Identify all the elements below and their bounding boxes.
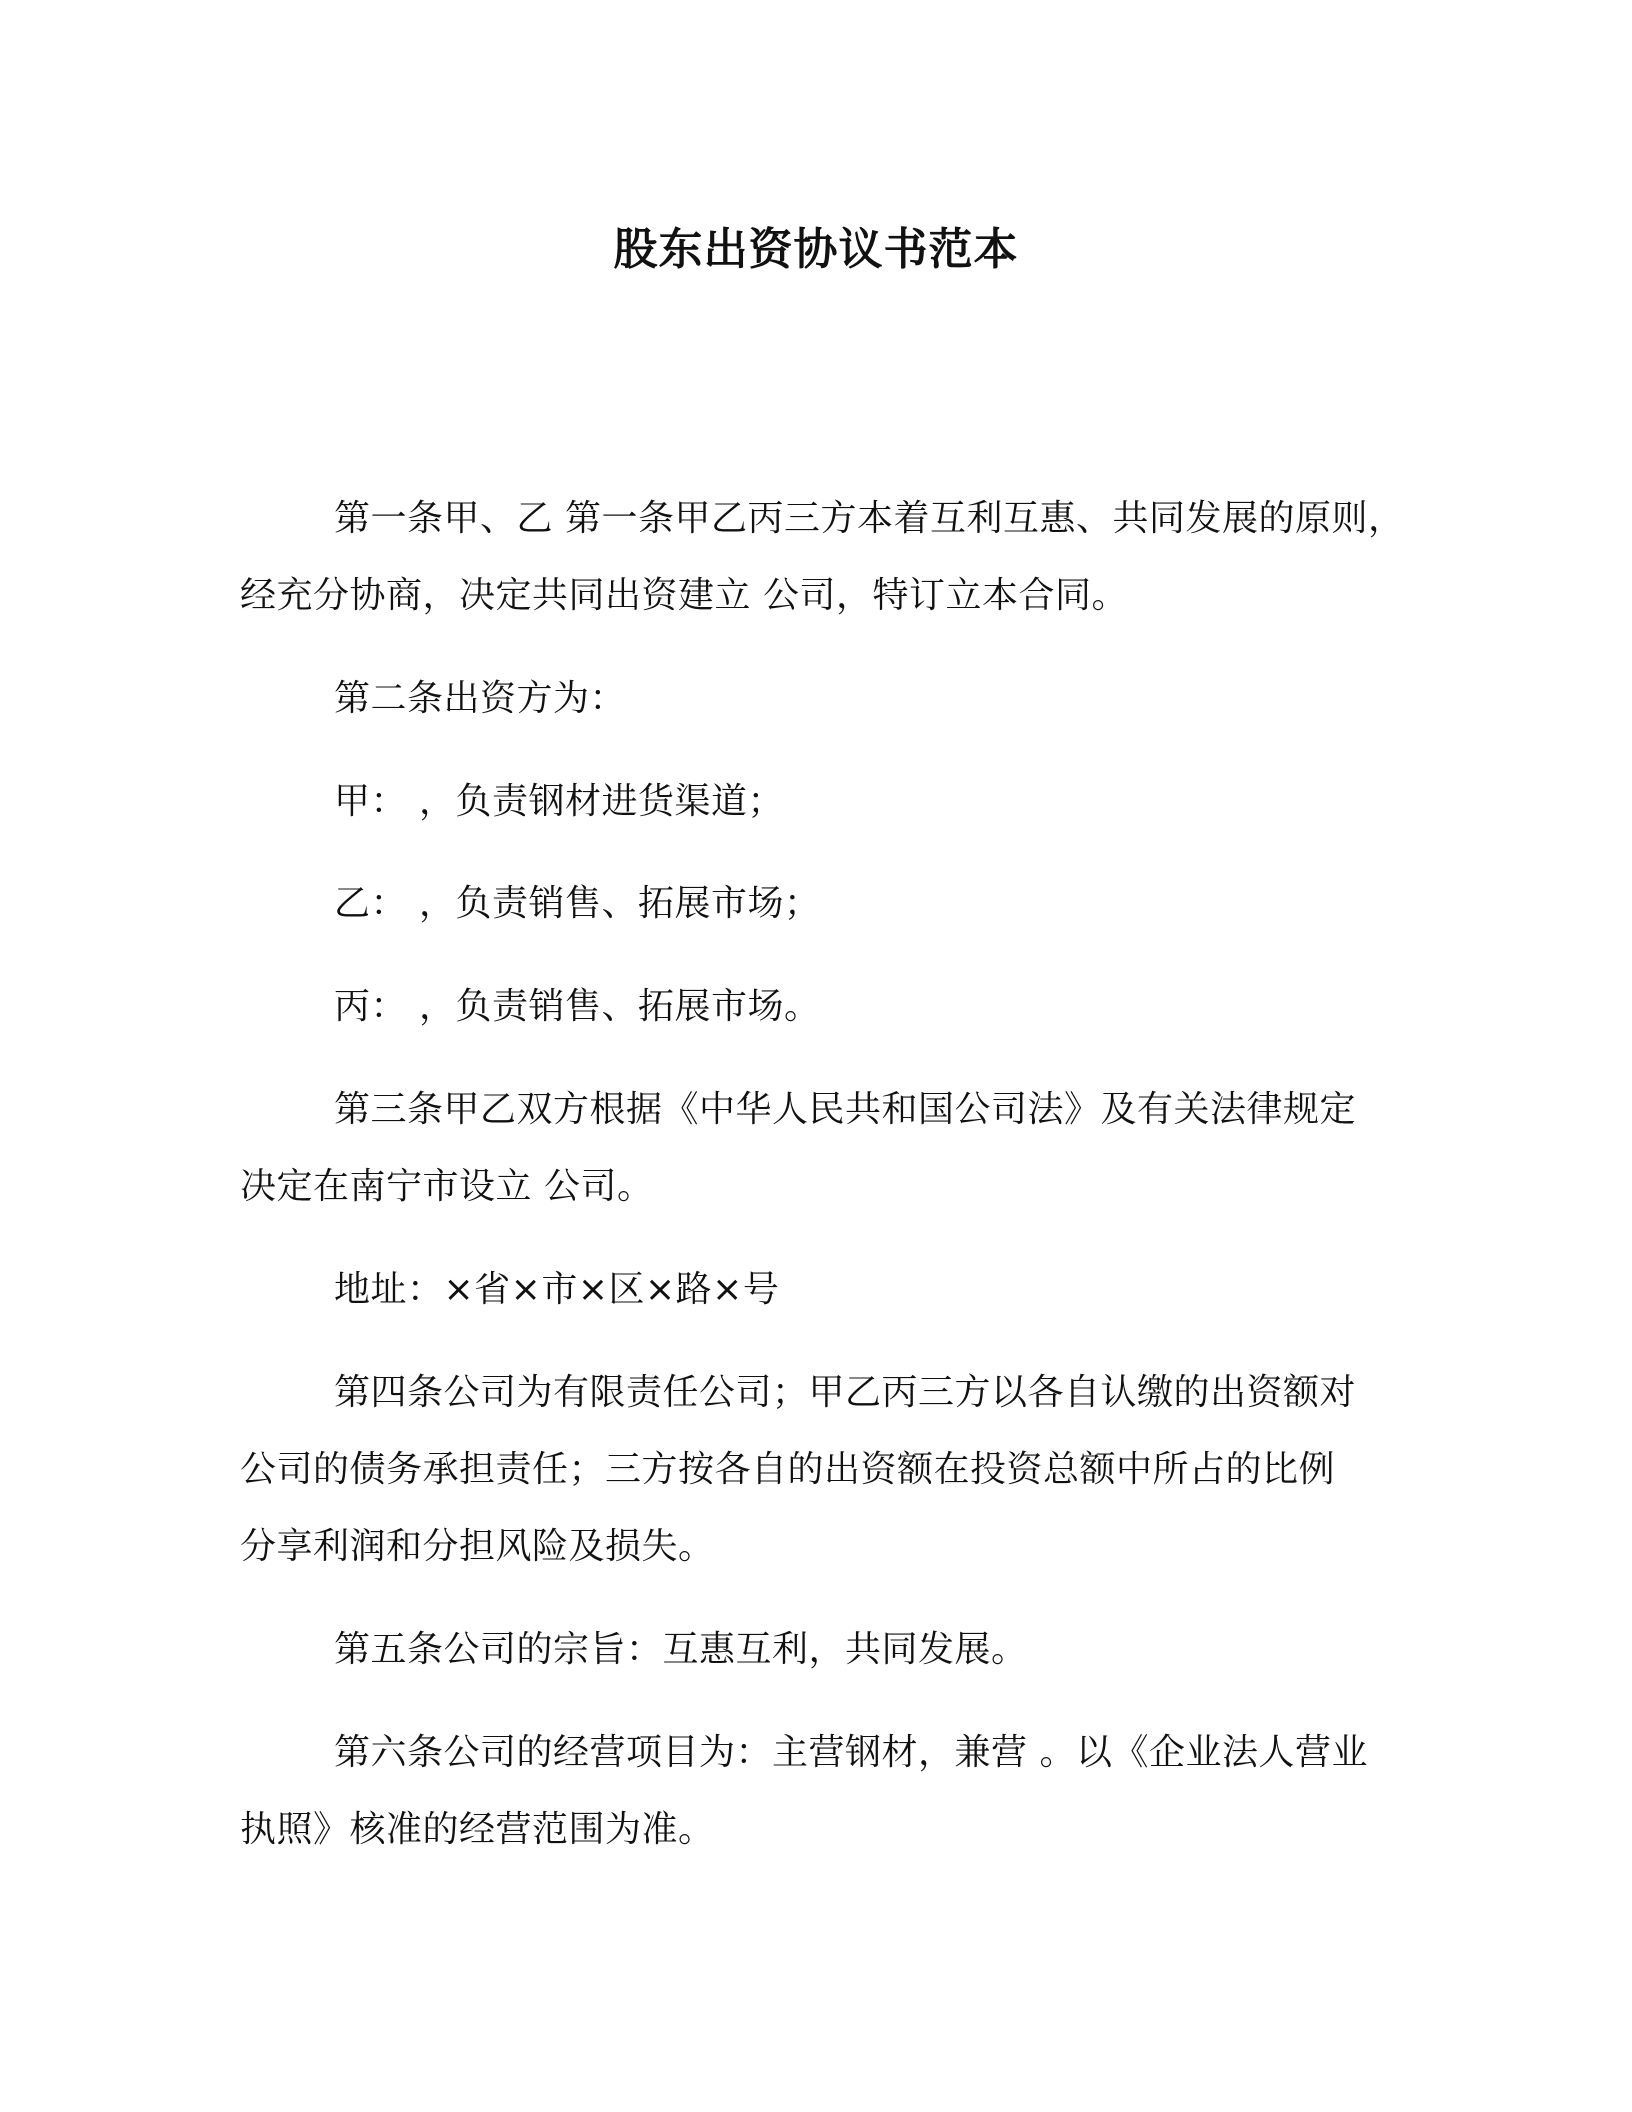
article-2-line-1: 第二条出资方为： bbox=[334, 678, 627, 719]
party-c-line: 丙： ，负责销售、拓展市场。 bbox=[334, 986, 821, 1027]
article-3-line-2: 决定在南宁市设立 公司。 bbox=[240, 1166, 654, 1207]
party-b-line: 乙： ，负责销售、拓展市场； bbox=[334, 883, 821, 924]
party-a-line: 甲： ，负责钢材进货渠道； bbox=[334, 781, 784, 822]
article-4-line-3: 分享利润和分担风险及损失。 bbox=[240, 1526, 715, 1567]
article-1-line-1: 第一条甲、乙 第一条甲乙丙三方本着互利互惠、共同发展的原则， bbox=[334, 498, 1405, 539]
article-6-line-1: 第六条公司的经营项目为：主营钢材，兼营 。以《企业法人营业 bbox=[334, 1732, 1368, 1773]
document-title: 股东出资协议书范本 bbox=[613, 224, 1019, 275]
article-3-line-1: 第三条甲乙双方根据《中华人民共和国公司法》及有关法律规定 bbox=[334, 1089, 1357, 1130]
article-6-line-2: 执照》核准的经营范围为准。 bbox=[240, 1809, 715, 1850]
article-1-line-2: 经充分协商，决定共同出资建立 公司，特订立本合同。 bbox=[240, 575, 1128, 616]
address-line: 地址：×省×市×区×路×号 bbox=[334, 1269, 780, 1310]
article-4-line-1: 第四条公司为有限责任公司；甲乙丙三方以各自认缴的出资额对 bbox=[334, 1372, 1357, 1413]
article-5-line-1: 第五条公司的宗旨：互惠互利，共同发展。 bbox=[334, 1629, 1028, 1670]
article-4-line-2: 公司的债务承担责任；三方按各自的出资额在投资总额中所占的比例 bbox=[240, 1449, 1336, 1490]
